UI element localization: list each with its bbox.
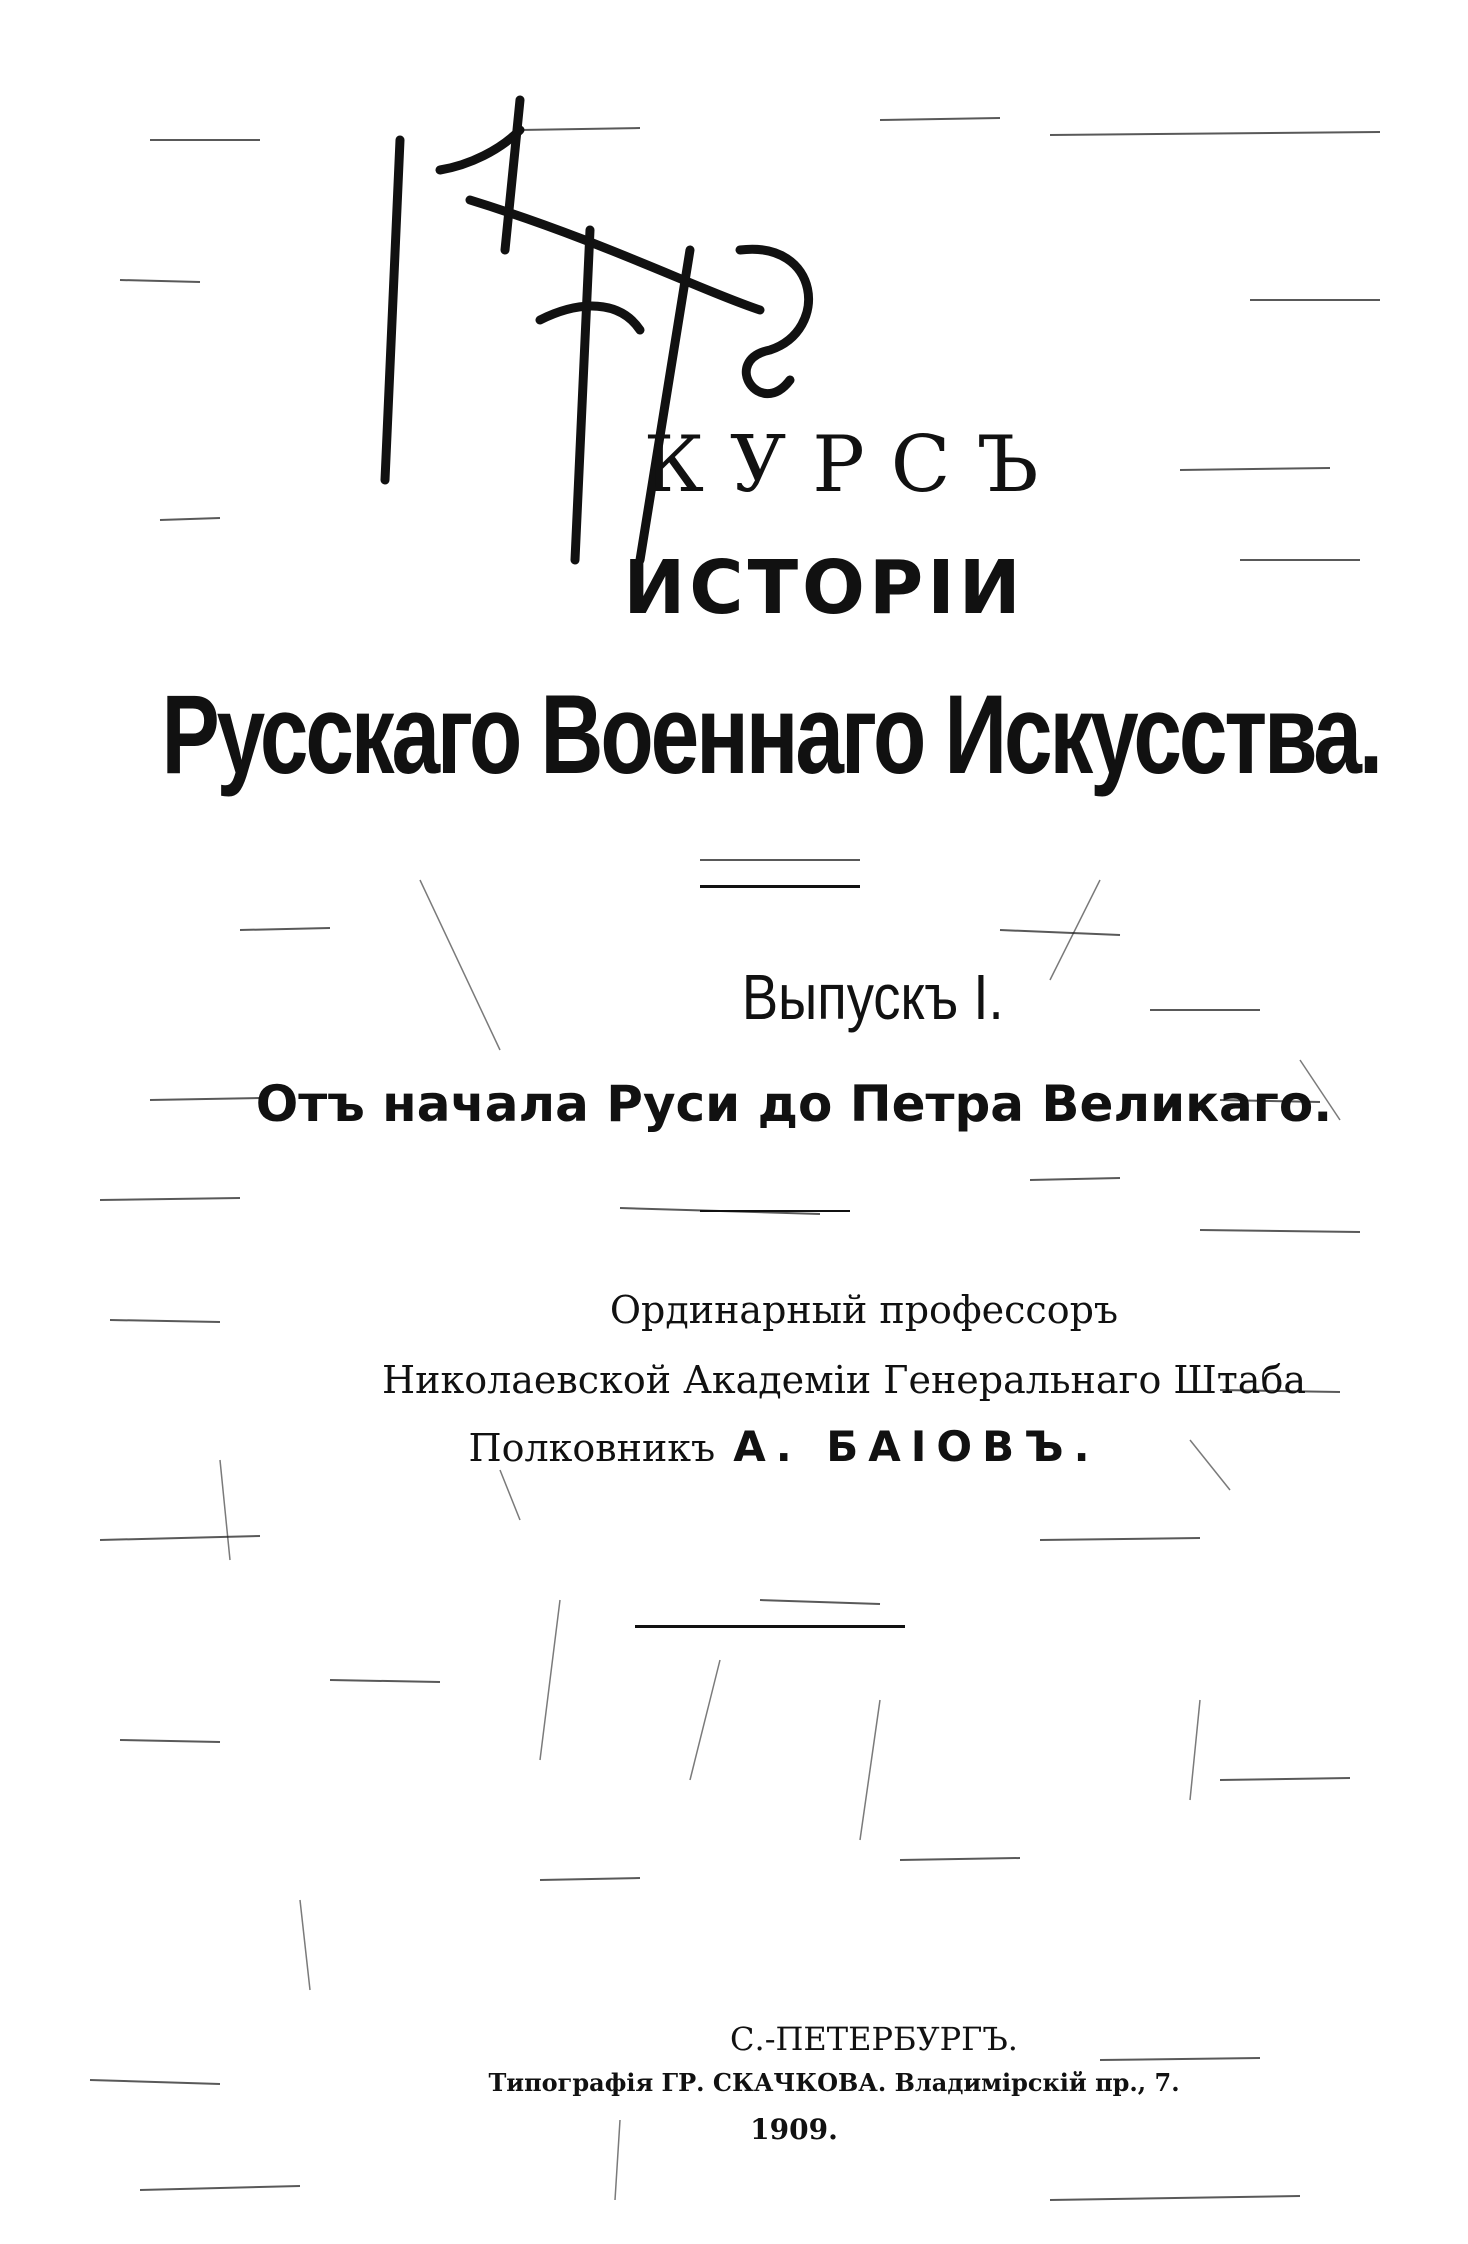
author-name: А. БАІОВЪ. (733, 1422, 1100, 1471)
subtitle: Отъ начала Руси до Петра Великаго. (255, 1075, 1333, 1133)
title-divider (700, 885, 860, 888)
imprint-year: 1909. (750, 2113, 838, 2146)
author-institution: Николаевской Академіи Генеральнаго Штаба (382, 1358, 1306, 1402)
imprint-printer: Типографія ГР. СКАЧКОВА. Владимірскій пр., 7. (488, 2068, 1180, 2097)
history-heading: ИСТОРІИ (623, 545, 1025, 631)
author-rank: Полковникъ (468, 1426, 716, 1470)
issue-number: Выпускъ I. (741, 961, 1004, 1033)
course-heading: КУРСЪ (643, 420, 1065, 510)
book-title: Русскаго Военнаго Искусства. (161, 672, 1381, 797)
imprint-divider (635, 1625, 905, 1628)
author-line (0, 1422, 1468, 1471)
subtitle-divider (700, 1210, 850, 1212)
author-position: Ординарный профессоръ (609, 1288, 1119, 1332)
imprint-city: С.-ПЕТЕРБУРГЪ. (730, 2020, 1018, 2058)
